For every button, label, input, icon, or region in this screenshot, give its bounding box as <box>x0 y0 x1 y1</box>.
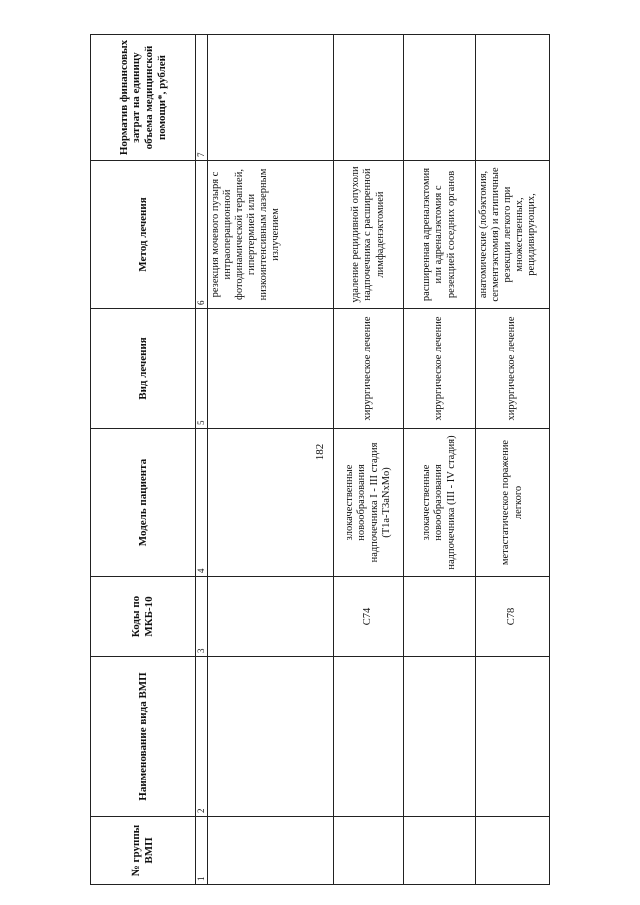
cell-name <box>208 657 334 817</box>
cell-cost <box>208 35 334 161</box>
cell-code <box>208 577 334 657</box>
table-row <box>476 35 550 885</box>
cell-group <box>208 817 334 885</box>
header-group: № группы ВМП <box>91 817 196 885</box>
col-number: 6 <box>196 161 208 309</box>
cell-method: удаление рецидивной опухоли надпочечника с расширенной лимфаденэктомией <box>334 161 404 309</box>
col-number: 7 <box>196 35 208 161</box>
rotated-table-frame <box>90 35 550 885</box>
cell-method: резекция мочевого пузыря с интраоперационной фотодинамической терапией, гипертермией или низкоинтенсивным лазерным излучением <box>208 161 334 309</box>
col-number: 2 <box>196 657 208 817</box>
cell-name <box>476 657 550 817</box>
cell-code: C78 <box>476 577 550 657</box>
header-model: Модель пациента <box>91 429 196 577</box>
cell-method: расширенная адреналэктомия или адреналэктомия с резекцией соседних органов <box>404 161 476 309</box>
column-number-row <box>196 35 208 885</box>
table-row <box>208 35 334 885</box>
header-name: Наименование вида ВМП <box>91 657 196 817</box>
cell-method: анатомические (лобэктомия, сегментэктомия) и атипичные резекции легкого при множественных, рецидивирующих, <box>476 161 550 309</box>
cell-code: C74 <box>334 577 404 657</box>
col-number: 5 <box>196 309 208 429</box>
cell-group <box>476 817 550 885</box>
header-method: Метод лечения <box>91 161 196 309</box>
cell-code <box>404 577 476 657</box>
col-number: 4 <box>196 429 208 577</box>
cell-name <box>334 657 404 817</box>
cell-model: злокачественные новообразования надпочечника (III - IV стадия) <box>404 429 476 577</box>
cell-type: хирургическое лечение <box>404 309 476 429</box>
vmp-table <box>90 34 550 885</box>
cell-type: хирургическое лечение <box>476 309 550 429</box>
col-number: 3 <box>196 577 208 657</box>
cell-cost <box>476 35 550 161</box>
header-type: Вид лечения <box>91 309 196 429</box>
cell-group <box>334 817 404 885</box>
cell-model: злокачественные новообразования надпочечника I - III стадия (T1a-T3aNxMo) <box>334 429 404 577</box>
cell-model <box>208 429 334 577</box>
cell-type <box>208 309 334 429</box>
header-cost: Норматив финансовых затрат на единицу объема медицинской помощи*, рублей <box>91 35 196 161</box>
cell-cost <box>404 35 476 161</box>
cell-model: метастатическое поражение легкого <box>476 429 550 577</box>
table-row <box>404 35 476 885</box>
cell-cost <box>334 35 404 161</box>
cell-group <box>404 817 476 885</box>
header-row <box>91 35 196 885</box>
header-codes: Коды по МКБ-10 <box>91 577 196 657</box>
page-number: 182 <box>314 443 326 461</box>
cell-type: хирургическое лечение <box>334 309 404 429</box>
col-number: 1 <box>196 817 208 885</box>
cell-name <box>404 657 476 817</box>
landscape-page <box>90 35 550 885</box>
table-row <box>334 35 404 885</box>
